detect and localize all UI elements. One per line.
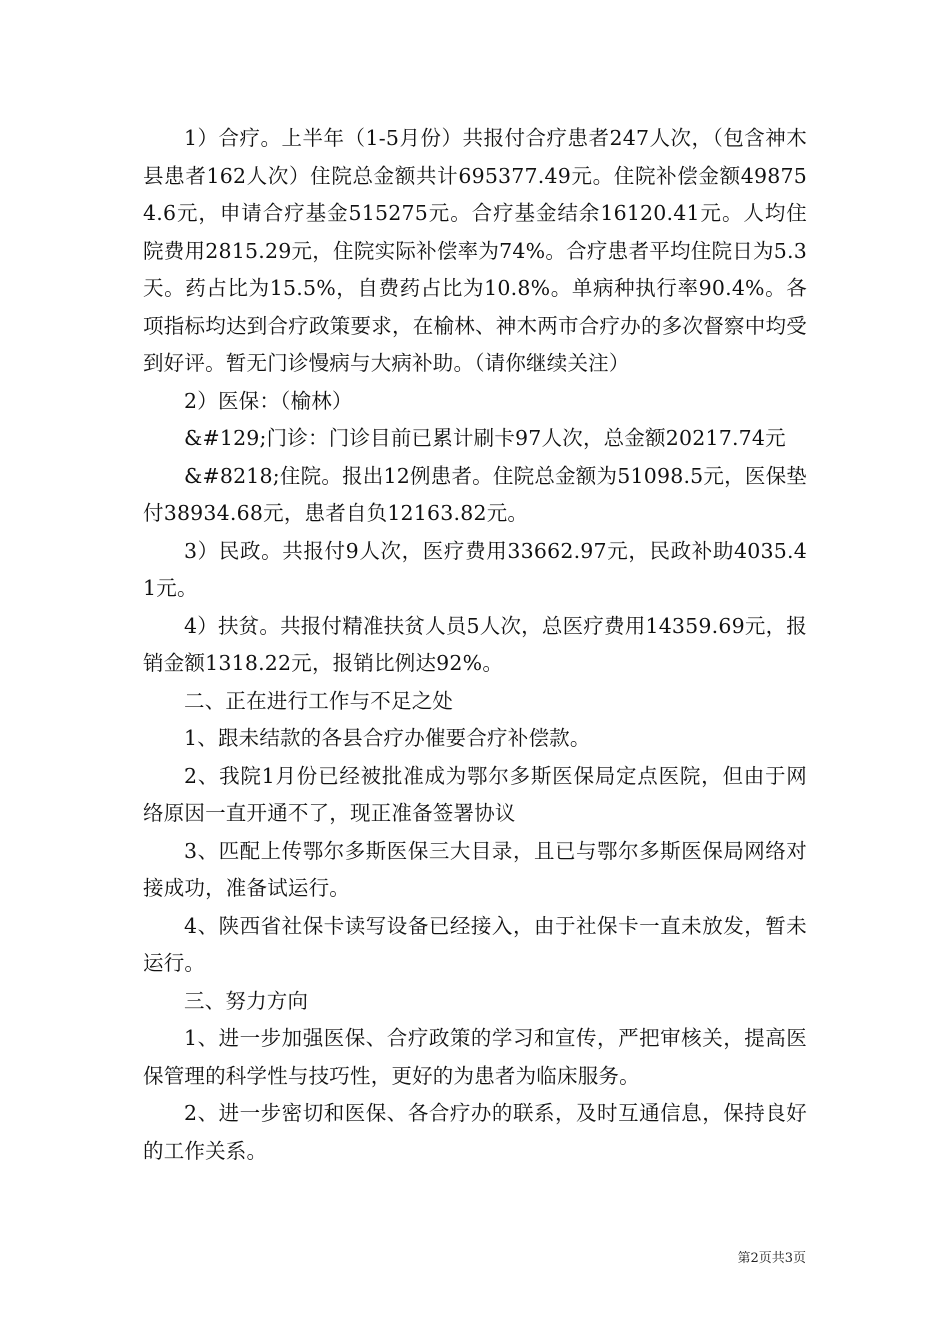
- paragraph-yibao-heading: 2）医保：（榆林）: [184, 388, 353, 413]
- paragraph-zhuyuan: &#8218;住院。报出12例患者。住院总金额为51098.5元，医保垫付38934.68元，患者自负12163.82元。: [143, 463, 807, 525]
- paragraph-ongoing-1: 1、跟未结款的各县合疗办催要合疗补偿款。: [184, 726, 591, 750]
- paragraph-fupin: 4）扶贫。共报付精准扶贫人员5人次，总医疗费用14359.69元，报销金额1318.22元，报销比例达92%。: [143, 613, 807, 675]
- paragraph-minzheng: 3）民政。共报付9人次，医疗费用33662.97元，民政补助4035.41元。: [143, 538, 807, 600]
- page-number-footer: 第2页共3页: [737, 1251, 806, 1266]
- paragraph-direction-1: 1、进一步加强医保、合疗政策的学习和宣传，严把审核关，提高医保管理的科学性与技巧性，更好的为患者为临床服务。: [143, 1026, 807, 1088]
- section-heading-ongoing: 二、正在进行工作与不足之处: [184, 688, 454, 713]
- paragraph-menzhen: &#129;门诊：门诊目前已累计刷卡97人次，总金额20217.74元: [184, 426, 786, 450]
- document-body: [143, 120, 807, 1170]
- paragraph-ongoing-3: 3、匹配上传鄂尔多斯医保三大目录，且已与鄂尔多斯医保局网络对接成功，准备试运行。: [143, 838, 807, 900]
- paragraph-ongoing-4: 4、陕西省社保卡读写设备已经接入，由于社保卡一直未放发，暂未运行。: [143, 913, 807, 975]
- section-heading-direction: 三、努力方向: [184, 988, 309, 1013]
- paragraph-ongoing-2: 2、我院1月份已经被批准成为鄂尔多斯医保局定点医院，但由于网络原因一直开通不了，现正准备签署协议: [143, 763, 807, 825]
- paragraph-direction-2: 2、进一步密切和医保、各合疗办的联系，及时互通信息，保持良好的工作关系。: [143, 1101, 807, 1163]
- paragraph-hezhi: 1）合疗。上半年（1-5月份）共报付合疗患者247人次，（包含神木县患者162人次）住院总金额共计695377.49元。住院补偿金额498754.6元，申请合疗基金515275元。合疗基金结余16120.41元。人均住院费用2815.29元，住院实际补偿率为74%。合疗患者平均住院日为5.3天。药占比为15.5%，自费药占比为10.8%。单病种执行率90.4%。各项指标均达到合疗政策要求，在榆林、神木两市合疗办的多次督察中均受到好评。暂无门诊慢病与大病补助。（请你继续关注）: [143, 126, 807, 375]
